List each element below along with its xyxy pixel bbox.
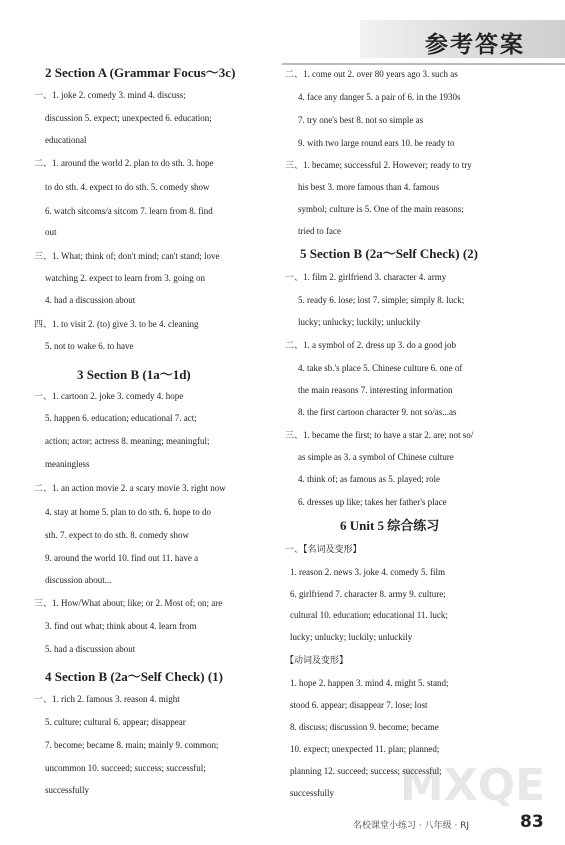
answer-line: 二、1. around the world 2. plan to do sth. 3. hope — [34, 158, 214, 168]
answer-line: stood 6. appear; disappear 7. lose; lost — [290, 700, 428, 710]
answer-line: 4. stay at home 5. plan to do sth. 6. hope to do — [45, 507, 211, 517]
answer-line: 4. think of; as famous as 5. played; role — [298, 474, 440, 484]
answer-line: 三、1. became the first; to have a star 2. are; not so/ — [285, 430, 474, 440]
answer-line: 三、1. How/What about; like; or 2. Most of; on; are — [34, 598, 223, 608]
answer-line: 一、1. joke 2. comedy 3. mind 4. discuss; — [34, 90, 186, 100]
answer-line: successfully — [45, 785, 89, 795]
answer-line: 一、1. rich 2. famous 3. reason 4. might — [34, 694, 180, 704]
answer-line: 一、1. cartoon 2. joke 3. comedy 4. hope — [34, 391, 184, 401]
answer-line: 9. with two large round ears 10. be ready to — [298, 138, 455, 148]
answer-line: discussion 5. expect; unexpected 6. education; — [45, 113, 212, 123]
answer-line: watching 2. expect to learn from 3. going on — [45, 273, 205, 283]
answer-line: 1. reason 2. news 3. joke 4. comedy 5. film — [290, 567, 445, 577]
answer-line: educational — [45, 135, 87, 145]
answer-line: uncommon 10. succeed; success; successful; — [45, 763, 206, 773]
section-heading: 6 Unit 5 综合练习 — [340, 518, 440, 533]
header-divider — [282, 63, 565, 65]
answer-line: planning 12. succeed; success; successful; — [290, 766, 442, 776]
answer-line: his best 3. more famous than 4. famous — [298, 182, 440, 192]
answer-line: 6. girlfriend 7. character 8. army 9. culture; — [290, 589, 446, 599]
answer-line: 8. discuss; discussion 9. become; became — [290, 722, 439, 732]
answer-line: 一、1. film 2. girlfriend 3. character 4. army — [285, 272, 447, 282]
answer-line: 7. become; became 8. main; mainly 9. common; — [45, 740, 219, 750]
answer-line: 4. had a discussion about — [45, 295, 136, 305]
answer-line: meaningless — [45, 459, 90, 469]
answer-line: 5. culture; cultural 6. appear; disappear — [45, 717, 186, 727]
answer-line: 三、1. What; think of; don't mind; can't stand; love — [34, 251, 220, 261]
answer-line: 5. happen 6. education; educational 7. act; — [45, 413, 197, 423]
answer-line: 一、【名词及变形】 — [285, 544, 362, 554]
section-heading: 3 Section B (1a～1d) — [77, 367, 191, 382]
page-title: 参考答案 — [425, 32, 525, 58]
answer-line: 【动词及变形】 — [285, 655, 349, 665]
answer-line: lucky; unlucky; luckily; unluckily — [298, 317, 421, 327]
section-heading: 2 Section A (Grammar Focus～3c) — [45, 65, 236, 80]
answer-line: 10. expect; unexpected 11. plan; planned; — [290, 744, 440, 754]
watermark: MXQE — [400, 760, 546, 811]
answer-line: successfully — [290, 788, 334, 798]
answer-line: sth. 7. expect to do sth. 8. comedy show — [45, 530, 189, 540]
answer-line: lucky; unlucky; luckily; unluckily — [290, 632, 413, 642]
answer-line: 二、1. a symbol of 2. dress up 3. do a good job — [285, 340, 456, 350]
answer-line: as simple as 3. a symbol of Chinese culture — [298, 452, 454, 462]
answer-line: the main reasons 7. interesting information — [298, 385, 453, 395]
answer-line: 6. watch sitcoms/a sitcom 7. learn from 8. find — [45, 206, 213, 216]
answer-line: 二、1. an action movie 2. a scary movie 3. right now — [34, 483, 226, 493]
answer-line: 9. around the world 10. find out 11. have a — [45, 553, 199, 563]
answer-line: 6. dresses up like; takes her father's place — [298, 497, 447, 507]
answer-line: action; actor; actress 8. meaning; meaningful; — [45, 436, 210, 446]
section-heading: 4 Section B (2a～Self Check) (1) — [45, 669, 224, 684]
answer-line: 5. not to wake 6. to have — [45, 341, 134, 351]
section-heading: 5 Section B (2a～Self Check) (2) — [300, 246, 479, 261]
answer-line: 四、1. to visit 2. (to) give 3. to be 4. cleaning — [34, 319, 199, 329]
answer-line: 二、1. come out 2. over 80 years ago 3. such as — [285, 69, 458, 79]
answer-line: 1. hope 2. happen 3. mind 4. might 5. stand; — [290, 678, 449, 688]
footer-text: 名校课堂小练习 · 八年级 · RJ — [353, 821, 470, 831]
answer-line: 4. face any danger 5. a pair of 6. in the 1930s — [298, 92, 461, 102]
answer-line: out — [45, 227, 57, 237]
answer-line: symbol; culture is 5. One of the main reasons; — [298, 204, 464, 214]
answer-line: 5. had a discussion about — [45, 644, 136, 654]
answer-line: tried to face — [298, 226, 341, 236]
answer-line: 三、1. became; successful 2. However; ready to try — [285, 160, 472, 170]
answer-line: 8. the first cartoon character 9. not so/as...as — [298, 407, 457, 417]
answer-line: 7. try one's best 8. not so simple as — [298, 115, 424, 125]
page-number: 83 — [520, 812, 544, 832]
answer-line: discussion about... — [45, 575, 112, 585]
answer-line: 3. find out what; think about 4. learn from — [45, 621, 197, 631]
answer-line: 4. take sb.'s place 5. Chinese culture 6. one of — [298, 363, 463, 373]
answer-line: 5. ready 6. lose; lost 7. simple; simply 8. luck; — [298, 295, 465, 305]
answer-line: cultural 10. education; educational 11. luck; — [290, 610, 448, 620]
answer-line: to do sth. 4. expect to do sth. 5. comedy show — [45, 182, 210, 192]
